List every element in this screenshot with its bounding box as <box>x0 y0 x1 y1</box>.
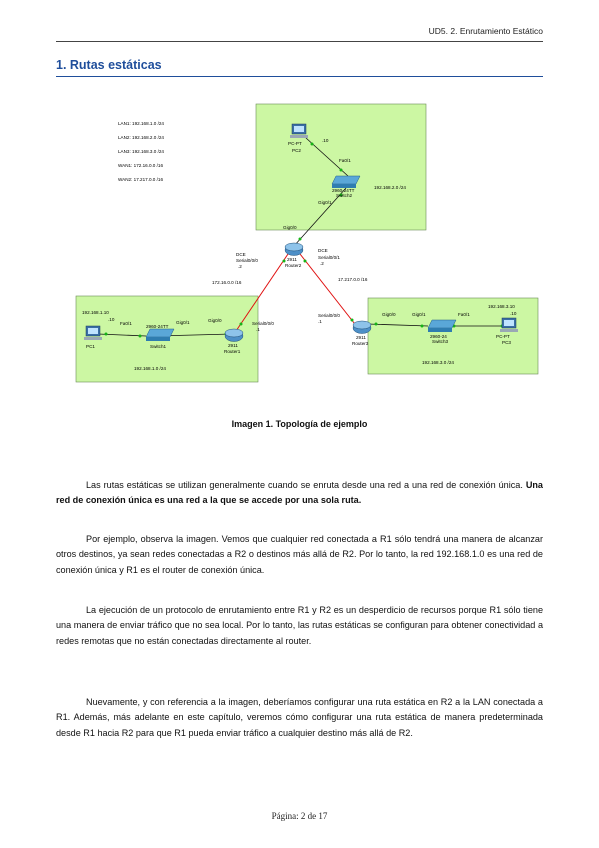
page-header <box>56 26 543 40</box>
switch3-label: Switch3 <box>432 339 449 344</box>
router-icon <box>353 321 371 334</box>
legend-line: LAN3: 192.168.3.0 /24 <box>118 149 164 154</box>
network-topology-diagram <box>56 96 543 388</box>
router-icon <box>225 329 243 342</box>
pc1-ip: 192.168.1.10 <box>82 310 109 315</box>
router3-serial: Serial0/0/0 <box>318 313 340 318</box>
switch1-label: Switch1 <box>150 344 167 349</box>
switch-icon <box>146 329 174 341</box>
router2-dce: DCE <box>236 252 246 257</box>
right-lan-network: 192.168.3.0 /24 <box>422 360 454 365</box>
pc2-label: PC2 <box>292 148 301 153</box>
pc2-ip: .10 <box>322 138 329 143</box>
section-title: 1. Rutas estáticas <box>56 58 162 72</box>
router3-label: Router3 <box>352 341 369 346</box>
router1-serial-suffix: .1 <box>256 327 260 332</box>
port-label: Gig0/1 <box>176 320 190 325</box>
legend-line: WAN1: 172.16.0.0 /16 <box>118 163 164 168</box>
switch-icon <box>332 176 360 188</box>
port-label: Gig0/0 <box>208 318 222 323</box>
pc-icon <box>84 326 102 340</box>
top-lan-network: 192.168.2.0 /24 <box>374 185 406 190</box>
port-label: Gig0/0 <box>283 225 297 230</box>
router1-serial: Serial0/0/0 <box>252 321 274 326</box>
pc3-name: PC-PT <box>496 334 510 339</box>
wan-right-network: 17.217.0.0 /16 <box>338 277 368 282</box>
port-label: Gig0/1 <box>318 200 332 205</box>
header-text: UD5. 2. Enrutamiento Estático <box>428 26 543 36</box>
router1-label: Router1 <box>224 349 241 354</box>
router2-label: Router2 <box>285 263 302 268</box>
pc-icon <box>290 124 308 138</box>
top-lan-box <box>256 104 426 230</box>
legend-line: LAN1: 192.168.1.0 /24 <box>118 121 164 126</box>
switch2-label: Switch2 <box>336 193 353 198</box>
left-lan-network: 192.168.1.0 /24 <box>134 366 166 371</box>
paragraph-text: Las rutas estáticas se utilizan generalmente cuando se enruta desde una red a una red de conexión única. <box>86 480 523 490</box>
router1-model: 2911 <box>228 343 238 348</box>
paragraph: Nuevamente, y con referencia a la imagen, deberíamos configurar una ruta estática en R2 a la LAN conectada a R1. Además, más adelante en este capítulo, veremos cómo configurar una ruta estática de manera predeterminada desde R1 hacia R2 para que R1 pueda enviar tráfico a cualquier destino más allá de R2. <box>56 697 543 738</box>
router3-model: 2911 <box>356 335 366 340</box>
router-icon <box>285 243 303 256</box>
wan-link-router2-router1 <box>236 254 288 331</box>
figure-caption: Imagen 1. Topología de ejemplo <box>231 419 368 429</box>
router2-dce-suffix: .2 <box>238 264 242 269</box>
pc3-suffix: .10 <box>510 311 517 316</box>
port-label: Fa0/1 <box>339 158 351 163</box>
router2-dce2-port: Serial0/0/1 <box>318 255 340 260</box>
pc3-label: PC3 <box>502 340 511 345</box>
pc-icon <box>500 318 518 332</box>
port-label: Gig0/1 <box>412 312 426 317</box>
pc3-ip: 192.168.3.10 <box>488 304 515 309</box>
router2-model: 2911 <box>287 257 297 262</box>
router2-dce2-suffix: .2 <box>320 261 324 266</box>
port-label: Gig0/0 <box>382 312 396 317</box>
router2-dce-port: Serial0/0/0 <box>236 258 258 263</box>
wan-left-network: 172.16.0.0 /16 <box>212 280 242 285</box>
paragraph <box>56 478 543 509</box>
switch3-model: 2960-24 <box>430 334 447 339</box>
legend-line: LAN2: 192.168.2.0 /24 <box>118 135 164 140</box>
pc2-name: PC-PT <box>288 141 302 146</box>
legend-line: WAN2: 17.217.0.0 /16 <box>118 177 164 182</box>
pc1-suffix: .10 <box>108 317 115 322</box>
paragraph-bold-text: Una red de conexión única es una red a la que se accede por una sola ruta. <box>56 480 543 506</box>
switch1-model: 2960-24TT <box>146 324 169 329</box>
port-label: Fa0/1 <box>458 312 470 317</box>
router2-dce2: DCE <box>318 248 328 253</box>
page-footer: Página: 2 de 17 <box>271 811 328 821</box>
paragraph: Por ejemplo, observa la imagen. Vemos que cualquier red conectada a R1 sólo tendrá una manera de alcanzar otros destinos, ya sean redes conectadas a R2 o destinos más allá de R2. Por lo tanto, la red 192.168.1.0 es una red de conexión única y R1 es el router de conexión única. <box>56 534 543 575</box>
switch2-model: 2960-24TT <box>332 188 355 193</box>
switch-icon <box>428 320 456 332</box>
router3-serial-suffix: .1 <box>318 319 322 324</box>
paragraph: La ejecución de un protocolo de enrutamiento entre R1 y R2 es un desperdicio de recursos porque R1 sólo tiene una manera de enviar tráfico que no sea local. Por lo tanto, las rutas estáticas se configuran para obtener conectividad a redes remotas que no están conectadas directamente al router. <box>56 605 543 646</box>
pc1-label: PC1 <box>86 344 95 349</box>
header-divider <box>56 41 543 42</box>
section-title-divider <box>56 76 543 77</box>
port-label: Fa0/1 <box>120 321 132 326</box>
